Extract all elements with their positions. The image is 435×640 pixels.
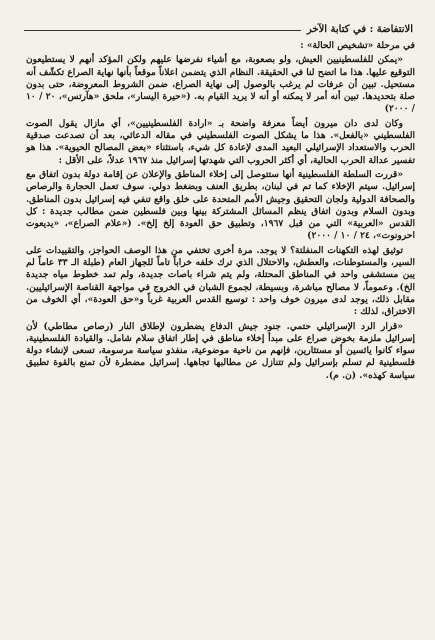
body-text xyxy=(26,40,415,382)
paragraph: توثيق لهذه التكهنات المنفلتة؟ لا يوجد. مرة أخرى تختفي من هذا الوصف الحواجز، والتقييدات على السير، والمستوطنات، والعطش، والاحتلال الذي ترك خلفه خراباً تاماً للجهاز العام (طبلة الـ ٣٣ عاماً لم يبن مستشفى واحد في المناطق المحتلة، ولم يتم شراء باصات جديدة، ولم تمد خطوط مياه جديدة الخ). وعموماً، لا مصالح مباشرة، وبسيطة، لجموع الشبان في الخروج في مواجهة القناصة الإسرائيليين. مقابل ذلك، يوجد لدى ميرون خوف واحد : توسيع القدس العربية غرباً و«حق العودة»، أي الخوف من الاختراق، لذلك : xyxy=(26,244,415,318)
paragraph: في مرحلة «تشخيص الحالة» : xyxy=(300,40,415,51)
paragraph: وكان لدى دان ميرون أيضاً معرفة واضحة بـ «ارادة الفلسطينيين»، أي مازال يقول الصوت الفلسطيني «بالفعل». هذا ما يشكل الصوت الفلسطيني في مقاله الدعائي، بعد أن تصدعت صدقية الحرب والاستعداد الإسرائيلي البعيد المدى لإعادة كل شيء، باستثناء «بعض المصالح الحيوية». هذا هو تفسير عدالة الحرب الحالية، أي أكثر الحروب التي شهدتها إسرائيل منذ ١٩٦٧ عدلاً، على الأقل : xyxy=(26,117,415,166)
quote-paragraph: «قررت السلطة الفلسطينية أنها ستتوصل إلى إخلاء المناطق والإعلان عن إقامة دولة بدون اتفاق مع إسرائيل. سيتم الإخلاء كما تم في لبنان، بطريق العنف وبضغط دولي. سوف تعمل الحجارة والرصاص والصحافة الدولية ولجان التحقيق وجيش الأمم المتحدة على خلق واقع تنفي فيه إسرائيل بدون المناطق. وبدون السلام وبدون اتفاق ينظم المسائل المشتركة بينها وبين فلسطين ضمن مطالب جديدة : كل القدس «العربية» التي من قبل ١٩٦٧، وتطبيق حق العودة إلخ إلخ». («علام الصراع»، «يديعوت احرونوت»، ٢٤ / ١٠ / ٢٠٠٠) xyxy=(26,168,415,242)
quote-paragraph: «قرار الرد الإسرائيلي حتمي. جنود جيش الدفاع يضطرون لإطلاق النار (رصاص مطاطي) لأن إسرائيل ملزمة بخوض صراع على مبدأ إخلاء مناطق في إطار اتفاق سلام شامل. والقيادة الفلسطينية، سواء كانوا يائسين أو مستثارين، فإنهم من ناحية موضوعية، منفذو سياسة مرسومة، تسعى لإنشاء دولة فلسطينية لم تسلم بإسرائيل ولم تتنازل عن مطالبها تجاهها. إسرائيل مضطرة لأن تمنع بالقوة تطبيق سياسة كهذه». (ن. م). xyxy=(26,320,415,381)
running-header xyxy=(24,24,413,35)
running-title: الانتفاضة : في كتابة الآخر xyxy=(306,24,413,35)
header-rule xyxy=(24,30,301,31)
quote-paragraph: «يمكن للفلسطينيين العيش، ولو بصعوبة، مع أشياء نفرضها عليهم ولكن المؤكد أنهم لا يستطيعون التوقيع عليها. هذا ما اتضح لنا في الحقيقة. النظام الذي يتضمن اعلاناً موقعاً بأنها نهاية الصراع تكشّف أنه مستحيل. تبين أن عرفات لم يرغب بالوصول إلى نهاية الصراع، ضمن الشروط المعروضة، حتى بدون صلة بتحديدها. تبين أنه أمر لا يمكنه أو أنه لا يريد القيام به. («حيرة اليسار»، ملحق «هآرتس»، ٢٠ / ١٠ / ٢٠٠٠) xyxy=(26,54,415,115)
